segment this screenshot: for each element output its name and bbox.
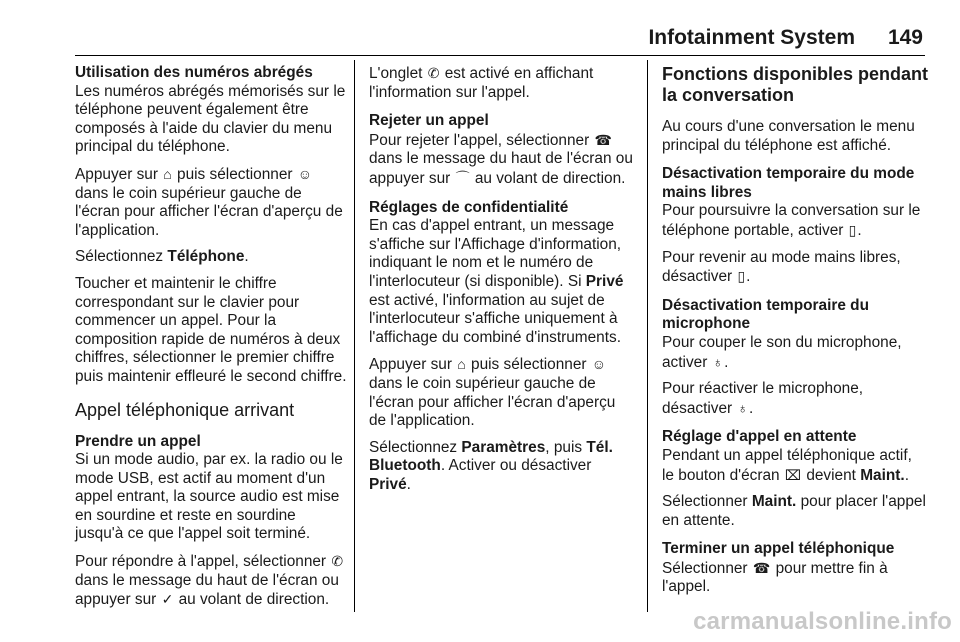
column-1 <box>75 64 347 618</box>
microphone-mute-icon: ♁ <box>712 353 724 370</box>
watermark: carmanualsonline.info <box>693 608 952 635</box>
home-icon: ⌂ <box>457 356 466 373</box>
hang-up-icon: ☎ <box>594 131 612 148</box>
paragraph: Pour rejeter l'appel, sélectionner ☎ dans le message du haut de l'écran ou appuyer sur ⌒ au volant de direction. <box>369 131 633 187</box>
column-2 <box>369 64 633 502</box>
paragraph: Pour poursuivre la conversation sur le téléphone portable, activer ▯. <box>662 202 921 239</box>
handset-icon: ▯ <box>848 221 857 238</box>
steering-wheel-phone-icon: ✓ <box>161 591 174 608</box>
header-rule <box>75 55 925 56</box>
paragraph: Sélectionner Maint. pour placer l'appel en attente. <box>662 493 926 529</box>
handset-icon: ▯ <box>737 268 746 285</box>
page-header <box>75 26 925 54</box>
header-title: Infotainment System <box>648 26 855 49</box>
phone-icon: ✆ <box>331 553 344 570</box>
hang-up-icon: ☎ <box>752 559 771 576</box>
column-divider-2 <box>647 60 648 612</box>
paragraph: Les numéros abrégés mémorisés sur le téléphone peuvent également être composés à l'aide du clavier du menu principal du téléphone. <box>75 82 346 156</box>
paragraph: Appuyer sur ⌂ puis sélectionner ☺ dans le coin supérieur gauche de l'écran pour afficher l'écran d'aperçu de l'application. <box>75 165 343 239</box>
heading-call-hold: Réglage d'appel en attente <box>662 428 857 446</box>
paragraph: Si un mode audio, par ex. la radio ou le mode USB, est actif au moment d'un appel entrant, la source audio est mise en sourdine et reste en sourdine jusqu'à ce que l'appel soit terminé. <box>75 451 343 543</box>
apps-icon: ☺ <box>297 165 313 182</box>
page-number: 149 <box>887 26 923 49</box>
apps-icon: ☺ <box>591 356 607 373</box>
paragraph: Toucher et maintenir le chiffre correspondant sur le clavier pour commencer un appel. Pour la composition rapide de numéros à deux chiffres, sélectionner le premier chiffre puis maintenir effleuré le second chiffre. <box>75 274 347 385</box>
heading-end-call: Terminer un appel téléphonique <box>662 540 895 558</box>
steering-wheel-hangup-icon: ⌒ <box>455 169 470 186</box>
paragraph: Sélectionnez Paramètres, puis Tél. Bluetooth. Activer ou désactiver Privé. <box>369 438 613 493</box>
paragraph: L'onglet ✆ est activé en affichant l'information sur l'appel. <box>369 65 594 101</box>
hold-button-icon: ⌧ <box>784 466 802 483</box>
heading-mic-off: Désactivation temporaire du microphone <box>662 296 869 333</box>
paragraph: Pour répondre à l'appel, sélectionner ✆ dans le message du haut de l'écran ou appuyer sur ✓ au volant de direction. <box>75 553 344 609</box>
paragraph: Pour revenir au mode mains libres, désactiver ▯. <box>662 248 901 286</box>
heading-reject-call: Rejeter un appel <box>369 112 489 130</box>
paragraph: Sélectionnez Téléphone. <box>75 248 249 266</box>
section-incoming-call: Appel téléphonique arrivant <box>75 399 295 420</box>
paragraph: Au cours d'une conversation le menu principal du téléphone est affiché. <box>662 118 915 154</box>
paragraph: En cas d'appel entrant, un message s'affiche sur l'Affichage d'information, indiquant le nom et le numéro de l'interlocuteur (si disponible). Si Privé est activé, l'information au sujet de l'interlocuteur s'affiche uniquement à l'affichage du combiné d'instruments. <box>369 217 624 346</box>
microphone-mute-icon: ♁ <box>737 399 748 416</box>
section-during-call: Fonctions disponibles pendant la conversation <box>662 64 929 105</box>
column-3 <box>662 64 928 605</box>
paragraph: Pour couper le son du microphone, activer ♁. <box>662 333 902 371</box>
paragraph: Pendant un appel téléphonique actif, le bouton d'écran ⌧ devient Maint.. <box>662 446 912 484</box>
phone-tab-icon: ✆ <box>427 65 440 81</box>
heading-privacy: Réglages de confidentialité <box>369 198 569 216</box>
paragraph: Sélectionner ☎ pour mettre fin à l'appel. <box>662 559 888 596</box>
paragraph: Appuyer sur ⌂ puis sélectionner ☺ dans le coin supérieur gauche de l'écran pour afficher l'écran d'aperçu de l'application. <box>369 356 616 430</box>
paragraph: Pour réactiver le microphone, désactiver ♁. <box>662 380 864 417</box>
column-divider-1 <box>354 60 355 612</box>
heading-handsfree-off: Désactivation temporaire du mode mains libres <box>662 165 915 201</box>
heading-speed-dial: Utilisation des numéros abrégés <box>75 64 313 81</box>
heading-answer-call: Prendre un appel <box>75 432 201 450</box>
home-icon: ⌂ <box>163 165 172 182</box>
